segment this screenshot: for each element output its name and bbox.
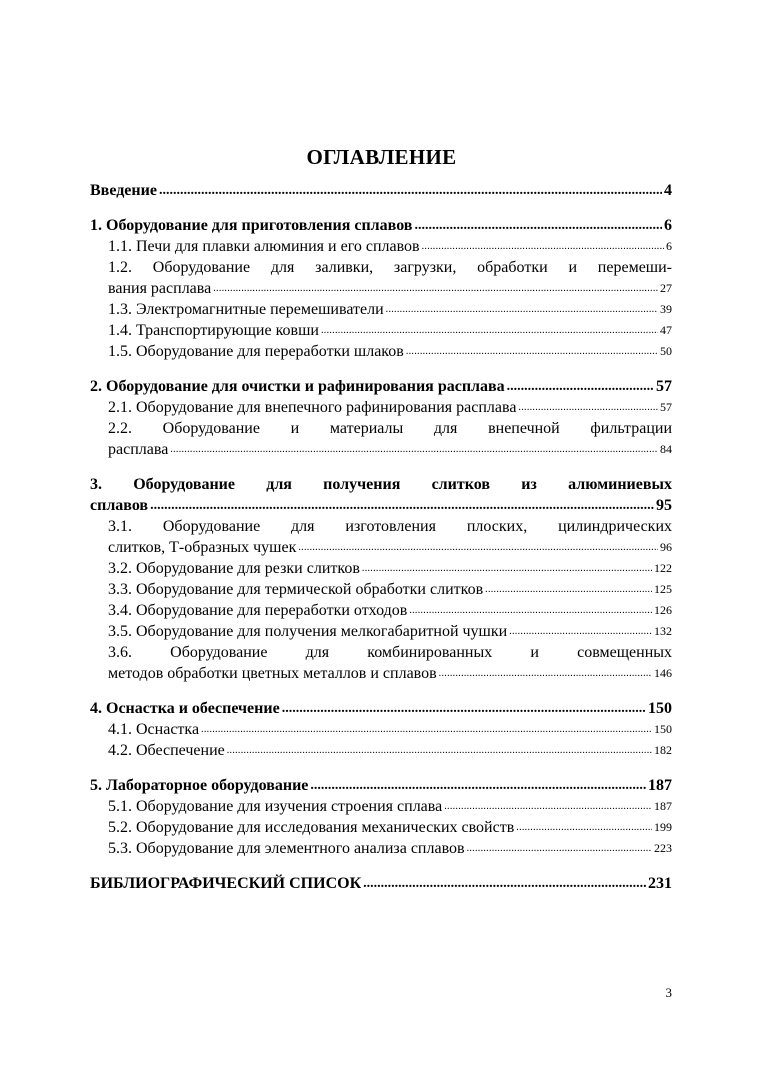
dot-leader — [150, 494, 654, 516]
toc-entry-4-2[interactable] — [90, 740, 672, 761]
toc-chapter-3[interactable] — [90, 495, 672, 516]
dot-leader — [516, 815, 652, 838]
dot-leader — [321, 318, 658, 341]
toc-chapter-1[interactable] — [90, 215, 672, 236]
toc-entry-3-1-line1[interactable]: 3.1. Оборудование для изготовления плоских, цилиндрических — [108, 518, 672, 535]
toc-label: 5. Лабораторное оборудование — [90, 777, 309, 794]
toc-entry-bibliography[interactable] — [90, 873, 672, 894]
toc-label: 3.3. Оборудование для термической обработки слитков — [108, 581, 484, 598]
toc-page: 187 — [648, 777, 672, 794]
toc-page: 96 — [660, 540, 672, 554]
toc-page: 122 — [654, 561, 672, 575]
dot-leader — [201, 717, 652, 740]
toc-label: 3.4. Оборудование для переработки отходов — [108, 602, 408, 619]
dot-leader — [509, 619, 652, 642]
dot-leader — [414, 214, 662, 236]
toc-chapter-4[interactable] — [90, 698, 672, 719]
dot-leader — [507, 375, 654, 397]
toc-page: 6 — [666, 239, 672, 253]
toc-chapter-5[interactable] — [90, 775, 672, 796]
toc-entry-2-1[interactable] — [90, 397, 672, 418]
toc-entry-1-1[interactable] — [90, 236, 672, 257]
dot-leader — [422, 234, 664, 257]
toc-entry-4-1[interactable] — [90, 719, 672, 740]
toc-label: методов обработки цветных металлов и сплавов — [108, 665, 437, 682]
toc-page: 57 — [656, 378, 672, 395]
toc-page: 146 — [654, 666, 672, 680]
toc-entry-2-2[interactable] — [90, 439, 672, 460]
toc-page: 126 — [654, 603, 672, 617]
dot-leader — [310, 774, 646, 796]
dot-leader — [444, 794, 652, 817]
toc-entry-2-2-line1[interactable]: 2.2. Оборудование и материалы для внепечной фильтрации — [108, 420, 672, 437]
dot-leader — [409, 598, 652, 621]
page-number: 3 — [665, 985, 672, 1000]
dot-leader — [298, 535, 658, 558]
toc-entry-3-5[interactable] — [90, 621, 672, 642]
page-title: ОГЛАВЛЕНИЕ — [306, 145, 457, 169]
toc-page: 84 — [660, 442, 672, 456]
toc-page: 199 — [654, 820, 672, 834]
toc-entry-1-4[interactable] — [90, 320, 672, 341]
dot-leader — [485, 577, 652, 600]
toc-entry-3-4[interactable] — [90, 600, 672, 621]
toc-label: 5.1. Оборудование для изучения строения сплава — [108, 798, 443, 815]
toc-page: 182 — [654, 743, 672, 757]
toc-label: 1.5. Оборудование для переработки шлаков — [108, 343, 404, 360]
toc-label: 3.5. Оборудование для получения мелкогабаритной чушки — [108, 623, 508, 640]
toc-label: 4.1. Оснастка — [108, 721, 200, 738]
toc-page: 150 — [648, 700, 672, 717]
toc-page: 132 — [654, 624, 672, 638]
toc-label: 1. Оборудование для приготовления сплавов — [90, 217, 413, 234]
toc-page: 150 — [654, 722, 672, 736]
toc-entry-1-3[interactable] — [90, 299, 672, 320]
toc-label: 1.4. Транспортирующие ковши — [108, 322, 319, 339]
dot-leader — [159, 179, 662, 201]
toc-page: 95 — [656, 497, 672, 514]
toc-label: 4. Оснастка и обеспечение — [90, 700, 280, 717]
toc-label: сплавов — [90, 497, 149, 514]
table-of-contents — [90, 180, 672, 894]
toc-entry-5-2[interactable] — [90, 817, 672, 838]
toc-label: Введение — [90, 182, 157, 199]
toc-label: 5.3. Оборудование для элементного анализа сплавов — [108, 840, 465, 857]
toc-entry-1-5[interactable] — [90, 341, 672, 362]
toc-entry-3-2[interactable] — [90, 558, 672, 579]
dot-leader — [362, 556, 652, 579]
dot-leader — [518, 395, 658, 418]
toc-entry-5-1[interactable] — [90, 796, 672, 817]
dot-leader — [439, 661, 652, 684]
toc-page: 231 — [648, 875, 672, 892]
toc-page: 6 — [664, 217, 672, 234]
toc-chapter-3-line1[interactable]: 3. Оборудование для получения слитков из алюминиевых — [90, 476, 672, 493]
toc-page: 125 — [654, 582, 672, 596]
toc-entry-intro[interactable] — [90, 180, 672, 201]
toc-label: 2. Оборудование для очистки и рафинирования расплава — [90, 378, 505, 395]
toc-page: 223 — [654, 841, 672, 855]
toc-entry-5-3[interactable] — [90, 838, 672, 859]
toc-page: 39 — [660, 302, 672, 316]
dot-leader — [406, 339, 658, 362]
toc-entry-3-6[interactable] — [90, 663, 672, 684]
dot-leader — [386, 297, 658, 320]
toc-page: 27 — [660, 281, 672, 295]
toc-page: 187 — [654, 799, 672, 813]
toc-page: 57 — [660, 400, 672, 414]
toc-label: расплава — [108, 441, 169, 458]
toc-page: 50 — [660, 344, 672, 358]
dot-leader — [170, 437, 658, 460]
toc-entry-1-2-line1[interactable]: 1.2. Оборудование для заливки, загрузки, обработки и перемеши- — [108, 259, 672, 276]
toc-page: 47 — [660, 323, 672, 337]
dot-leader — [213, 276, 658, 299]
toc-entry-3-3[interactable] — [90, 579, 672, 600]
toc-label: вания расплава — [108, 280, 212, 297]
dot-leader — [282, 697, 646, 719]
toc-label: слитков, Т-образных чушек — [108, 539, 297, 556]
dot-leader — [227, 738, 652, 761]
dot-leader — [467, 836, 652, 859]
toc-label: БИБЛИОГРАФИЧЕСКИЙ СПИСОК — [90, 875, 362, 892]
toc-page: 4 — [664, 182, 672, 199]
toc-label: 3.2. Оборудование для резки слитков — [108, 560, 360, 577]
toc-entry-3-1[interactable] — [90, 537, 672, 558]
dot-leader — [363, 872, 646, 894]
toc-label: 2.1. Оборудование для внепечного рафинирования расплава — [108, 399, 517, 416]
toc-label: 1.3. Электромагнитные перемешиватели — [108, 301, 384, 318]
toc-label: 4.2. Обеспечение — [108, 742, 225, 759]
toc-entry-3-6-line1[interactable]: 3.6. Оборудование для комбинированных и совмещенных — [108, 644, 672, 661]
toc-label: 1.1. Печи для плавки алюминия и его сплавов — [108, 238, 420, 255]
toc-label: 5.2. Оборудование для исследования механических свойств — [108, 819, 515, 836]
toc-entry-1-2[interactable] — [90, 278, 672, 299]
toc-chapter-2[interactable] — [90, 376, 672, 397]
